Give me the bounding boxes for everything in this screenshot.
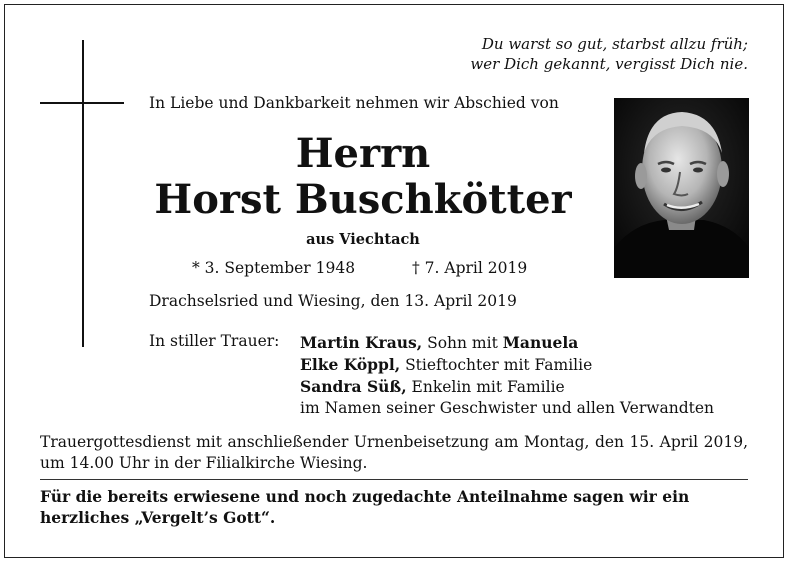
thanks-note: Für die bereits erwiesene und noch zugedachte Anteilnahme sagen wir ein herzliches „Vergelt’s Gott“. bbox=[40, 487, 690, 527]
quote-line-2: wer Dich gekannt, vergisst Dich nie. bbox=[470, 55, 748, 73]
mourner-relation: im Namen seiner Geschwister und allen Verwandten bbox=[300, 399, 715, 417]
mourner-entry bbox=[300, 354, 714, 376]
memorial-quote bbox=[470, 34, 748, 74]
mourner-relation: Stieftochter mit Familie bbox=[400, 356, 593, 374]
place-and-date: Drachselsried und Wiesing, den 13. April 2019 bbox=[149, 292, 517, 310]
mourner-entry bbox=[300, 376, 714, 398]
portrait-figure bbox=[614, 98, 749, 278]
mourners-list bbox=[300, 332, 714, 419]
death-date: † 7. April 2019 bbox=[412, 259, 528, 277]
portrait-photo bbox=[614, 98, 749, 278]
mourner-name: Sandra Süß, bbox=[300, 377, 407, 396]
intro-text: In Liebe und Dankbarkeit nehmen wir Abschied von bbox=[149, 94, 559, 112]
mourner-name: Martin Kraus, bbox=[300, 333, 423, 352]
mourner-entry bbox=[300, 398, 714, 419]
service-announcement: Trauergottesdienst mit anschließender Urnenbeisetzung am Montag, den 15. April 2019, um 14.00 Uhr in der Filialkirche Wiesing. bbox=[40, 433, 748, 472]
mourner-partner-name: Manuela bbox=[502, 333, 579, 352]
obituary-frame bbox=[4, 4, 784, 558]
quote-line-1: Du warst so gut, starbst allzu früh; bbox=[481, 35, 748, 53]
mourning-label: In stiller Trauer: bbox=[149, 332, 280, 350]
deceased-name: Horst Buschkötter bbox=[154, 176, 572, 223]
mourner-name: Elke Köppl, bbox=[300, 355, 401, 374]
cross-vertical-bar bbox=[82, 40, 84, 347]
mourner-relation: Sohn mit bbox=[422, 334, 503, 352]
deceased-origin: aus Viechtach bbox=[306, 231, 420, 248]
divider-line bbox=[40, 479, 748, 480]
mourner-entry bbox=[300, 332, 714, 354]
mourner-relation: Enkelin mit Familie bbox=[406, 378, 565, 396]
birth-date: * 3. September 1948 bbox=[192, 259, 356, 277]
salutation: Herrn bbox=[295, 130, 431, 177]
cross-horizontal-bar bbox=[40, 102, 124, 104]
